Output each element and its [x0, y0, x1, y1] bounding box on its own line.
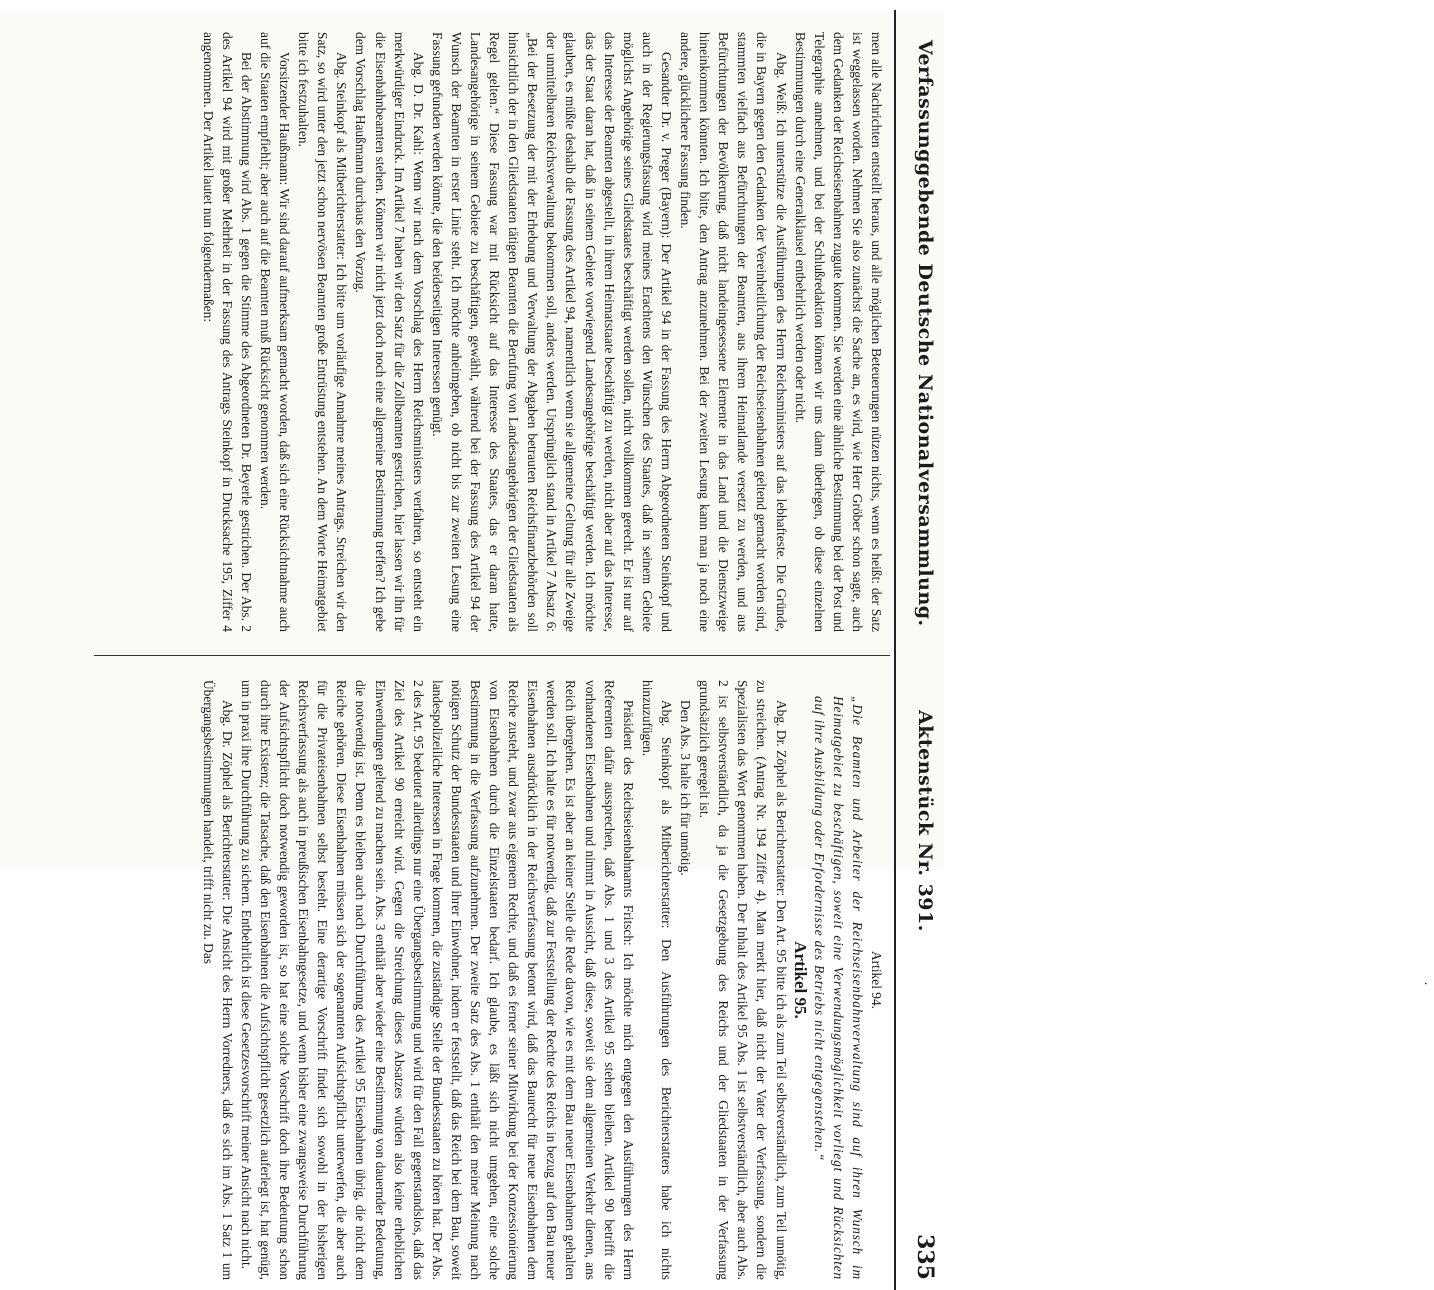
left-column — [199, 32, 886, 632]
left-paragraph: Vorsitzender Haußmann: Wir sind darauf aufmerksam gemacht worden, daß sich eine Rücksichtnahme auch auf die Staaten empfiehlt; aber auch auf die Beamten muß Rücksicht genommen werden. — [258, 32, 293, 632]
header-left-title: Verfassunggebende Deutsche Nationalversammlung. — [914, 40, 936, 627]
page-header — [894, 10, 944, 1290]
header-document-number: Aktenstück Nr. 391. — [914, 710, 936, 932]
right-paragraph: Abg. Steinkopf als Mitberichterstatter: Den Ausführungen des Berichterstatters habe ich nichts hinzuzufügen. — [639, 680, 674, 1280]
left-paragraph: Gesandter Dr. v. Preger (Bayern): Der Artikel 94 in der Fassung des Herrn Abgeordneten Steinkopf und auch in der Regierungsfassung wird meines Erachtens den Wünschen des Staates, daß in seinem Gebiete möglichst Angehörige seines Gliedstaates beschäftigt werden sollen, nicht vollkommen gerecht. Er ist nur auf das Interesse der Beamten abgestellt, in ihrem Heimatstaate beschäftigt zu werden, nicht aber auf das Interesse, das der Staat daran hat, daß in seinem Gebiete vorwiegend Landesangehörige beschäftigt werden. Ich möchte glauben, es müßte deshalb die Fassung des Artikel 94, namentlich wenn sie allgemeine Geltung für alle Zweige der unmittelbaren Reichsverwaltung bekommen soll, anders werden. Ursprünglich stand in Artikel 7 Absatz 6: „Bei der Besetzung der mit der Erhebung und Verwaltung der Abgaben betrauten Reichsfinanzbehörden soll hinsichtlich der in den Gliedstaaten tätigen Beamten die Berufung von Landesangehörigen der Gliedstaaten als Regel gelten.“ Diese Fassung war mit Rücksicht auf das Interesse des Staates, das er daran hatte, Landesangehörige in seinem Gebiete zu beschäftigen, gewählt, während bei der Fassung des Artikel 94 der Wunsch der Beamten in erster Linie steht. Ich möchte anheimgeben, ob nicht bis zur zweiten Lesung eine Fassung gefunden werden könnte, die den beiderseitigen Interessen genügt. — [429, 32, 674, 632]
article-94-text: „Die Beamten und Arbeiter der Reichseisenbahnverwaltung sind auf ihren Wunsch im Heimatgebiet zu beschäftigen, soweit eine Verwendungsmöglichkeit vorliegt und Rücksichten auf ihre Ausbildung oder Erfordernisse des Betriebs nicht entgegenstehen.“ — [811, 696, 865, 1280]
page-number: 335 — [912, 1234, 938, 1280]
article-94-title: Artikel 94. — [869, 950, 884, 1009]
left-paragraph: Abg. D. Dr. Kahl: Wenn wir nach dem Vorschlag des Herrn Reichsministers verfahren, so entsteht ein merkwürdiger Eindruck. Im Artikel 7 haben wir den Satz für die Zollbeamten gestrichen, hier lassen wir ihn für die Eisenbahnbeamten stehen. Können wir nicht jetzt doch noch eine allgemeine Bestimmung treffen? Ich gebe dem Vorschlag Haußmann durchaus den Vorzug. — [353, 32, 426, 632]
left-paragraph: men alle Nachrichten entstellt heraus, und alle möglichen Beteuerungen nützen nichts, wenn es heißt: der Satz ist weggelassen worden. Nehmen Sie also zunächst die Sache an, es wird, wie Herr Gröber schon sagte, auch dem Gedanken der Reichseisenbahnen zugute kommen. Sie werden eine ähnliche Bestimmung bei der Post und Telegraphie annehmen, und bei der Schlußredaktion können wir uns dann überlegen, ob diese einzelnen Bestimmungen durch eine Generalklausel entbehrlich werden oder nicht. — [792, 32, 884, 632]
article-95-heading: Artikel 95. — [790, 941, 810, 1019]
right-paragraph: Den Abs. 3 halte ich für unnötig. — [678, 700, 694, 876]
right-paragraph: Abg. Dr. Zöphel als Berichterstatter: Den Art. 95 bitte ich als zum Teil selbstverständlich, zum Teil unnötig, zu streichen. (Antrag Nr. 194 Ziffer 4). Man merkt hier, daß nicht der Vater der Verfassung, sondern die Spezialisten das Wort genommen haben. Der Inhalt des Artikel 95 Abs. 1 ist selbstverständlich, aber auch Abs. 2 ist selbstverständlich, da ja die Gesetzgebung des Reichs und der Gliedstaaten in der Verfassung grundsätzlich geregelt ist. — [697, 680, 789, 1280]
digitization-credit: · — [1420, 981, 1432, 985]
left-paragraph: Abg. Weiß: Ich unterstütze die Ausführungen des Herrn Reichsministers auf das lebhafteste. Die Gründe, die in Bayern gegen den Gedanken der Vereinheitlichung der Reichseisenbahnen geltend gemacht worden sind, stammten vielfach aus Befürchtungen der Beamten, aus ihrem Heimatlande versetzt zu werden, und aus Befürchtungen der Bevölkerung, daß nicht landeingesessene Elemente in das Land und die Dienstzweige hineinkommen könnten. Ich bitte, den Antrag anzunehmen. Bei der zweiten Lesung kann man ja noch eine andere, glücklichere Fassung finden. — [678, 32, 789, 632]
left-paragraph: Abg. Steinkopf als Mitberichterstatter: Ich bitte um vorläufige Annahme meines Antrags. Streichen wir den Satz, so wird unter den jetzt schon nervösen Beamten große Entrüstung entstehen. An dem Worte Heimatgebiet bitte ich festzuhalten. — [296, 32, 350, 632]
right-paragraph: Präsident des Reichseisenbahnamts Fritsch: Ich möchte mich entgegen den Ausführungen des Herrn Referenten dafür aussprechen, daß Abs. 1 und 3 des Artikel 95 stehen bleiben. Artikel 90 betrifft die vorhandenen Eisenbahnen und nimmt in Aussicht, daß diese, soweit sie dem allgemeinen Verkehr dienen, ans Reich übergehen. Es ist aber an keiner Stelle die Rede davon, wie es mit dem Bau neuer Eisenbahnen gehalten werden soll. Ich halte es für notwendig, daß zur Feststellung der Rechte des Reichs in bezug auf den Bau neuer Eisenbahnen ausdrücklich in der Reichsverfassung betont wird, daß das Baurecht für neue Eisenbahnen dem Reiche zusteht, und zwar aus eigenem Rechte, und daß es ferner seiner Mitwirkung bei der Konzessionierung von Eisenbahnen durch die Einzelstaaten bedarf. Ich glaube, es läßt sich nicht umgehen, eine solche Bestimmung in die Verfassung aufzunehmen. Der zweite Satz des Abs. 1 enthält den meiner Meinung nach nötigen Schutz der Bundesstaaten und ihrer Einwohner, indem er feststellt, daß das Reich bei dem Bau, soweit landespolizeiliche Interessen in Frage kommen, die zuständige Stelle der Bundesstaaten zu hören hat. Der Abs. 2 des Art. 95 bedeutet allerdings nur eine Übergangsbestimmung und wird für den Fall gegenstandslos, daß das Ziel des Artikel 90 erreicht wird. Gegen die Streichung dieses Absatzes würden also keine erheblichen Einwendungen geltend zu machen sein. Abs. 3 enthält aber wieder eine Bestimmung von dauernder Bedeutung, die notwendig ist. Denn es bleiben auch nach Durchführung des Artikel 95 Eisenbahnen übrig, die nicht dem Reiche gehören. Diese Eisenbahnen müssen sich der sogenannten Aufsichtspflicht unterwerfen, die aber auch für die Privateisenbahnen selbst besteht. Eine derartige Vorschrift findet sich sowohl in der bisherigen Reichsverfassung als auch in preußischen Eisenbahngesetze, und wenn bisher eine zwangsweise Durchführung der Aufsichtspflicht doch notwendig geworden ist, so hat eine solche Vorschrift doch ihre Bedeutung schon durch ihre Existenz; die Tatsache, daß den Eisenbahnen die Aufsichtspflicht gesetzlich auferlegt ist, hat genügt, um in praxi ihre Durchführung zu sichern. Entbehrlich ist diese Gesetzesvorschrift meiner Ansicht nach nicht. — [238, 680, 636, 1280]
scanned-page — [0, 10, 944, 1280]
left-paragraph: Bei der Abstimmung wird Abs. 1 gegen die Stimme des Abgeordneten Dr. Beyerle gestrichen. Der Abs. 2 des Artikel 94 wird mit großer Mehrheit in der Fassung des Antrags Steinkopf in Drucksache 195, Ziffer 4 angenommen. Der Artikel lautet nun folgendermaßen: — [200, 32, 254, 632]
column-divider — [94, 655, 890, 656]
right-column — [199, 680, 886, 1280]
right-paragraph: Abg. Dr. Zöphel als Berichterstatter: Die Ansicht des Herrn Vorredners, daß es sich im Abs. 1 Satz 1 um Übergangsbestimmungen handelt, trifft nicht zu. Das — [200, 680, 235, 1280]
